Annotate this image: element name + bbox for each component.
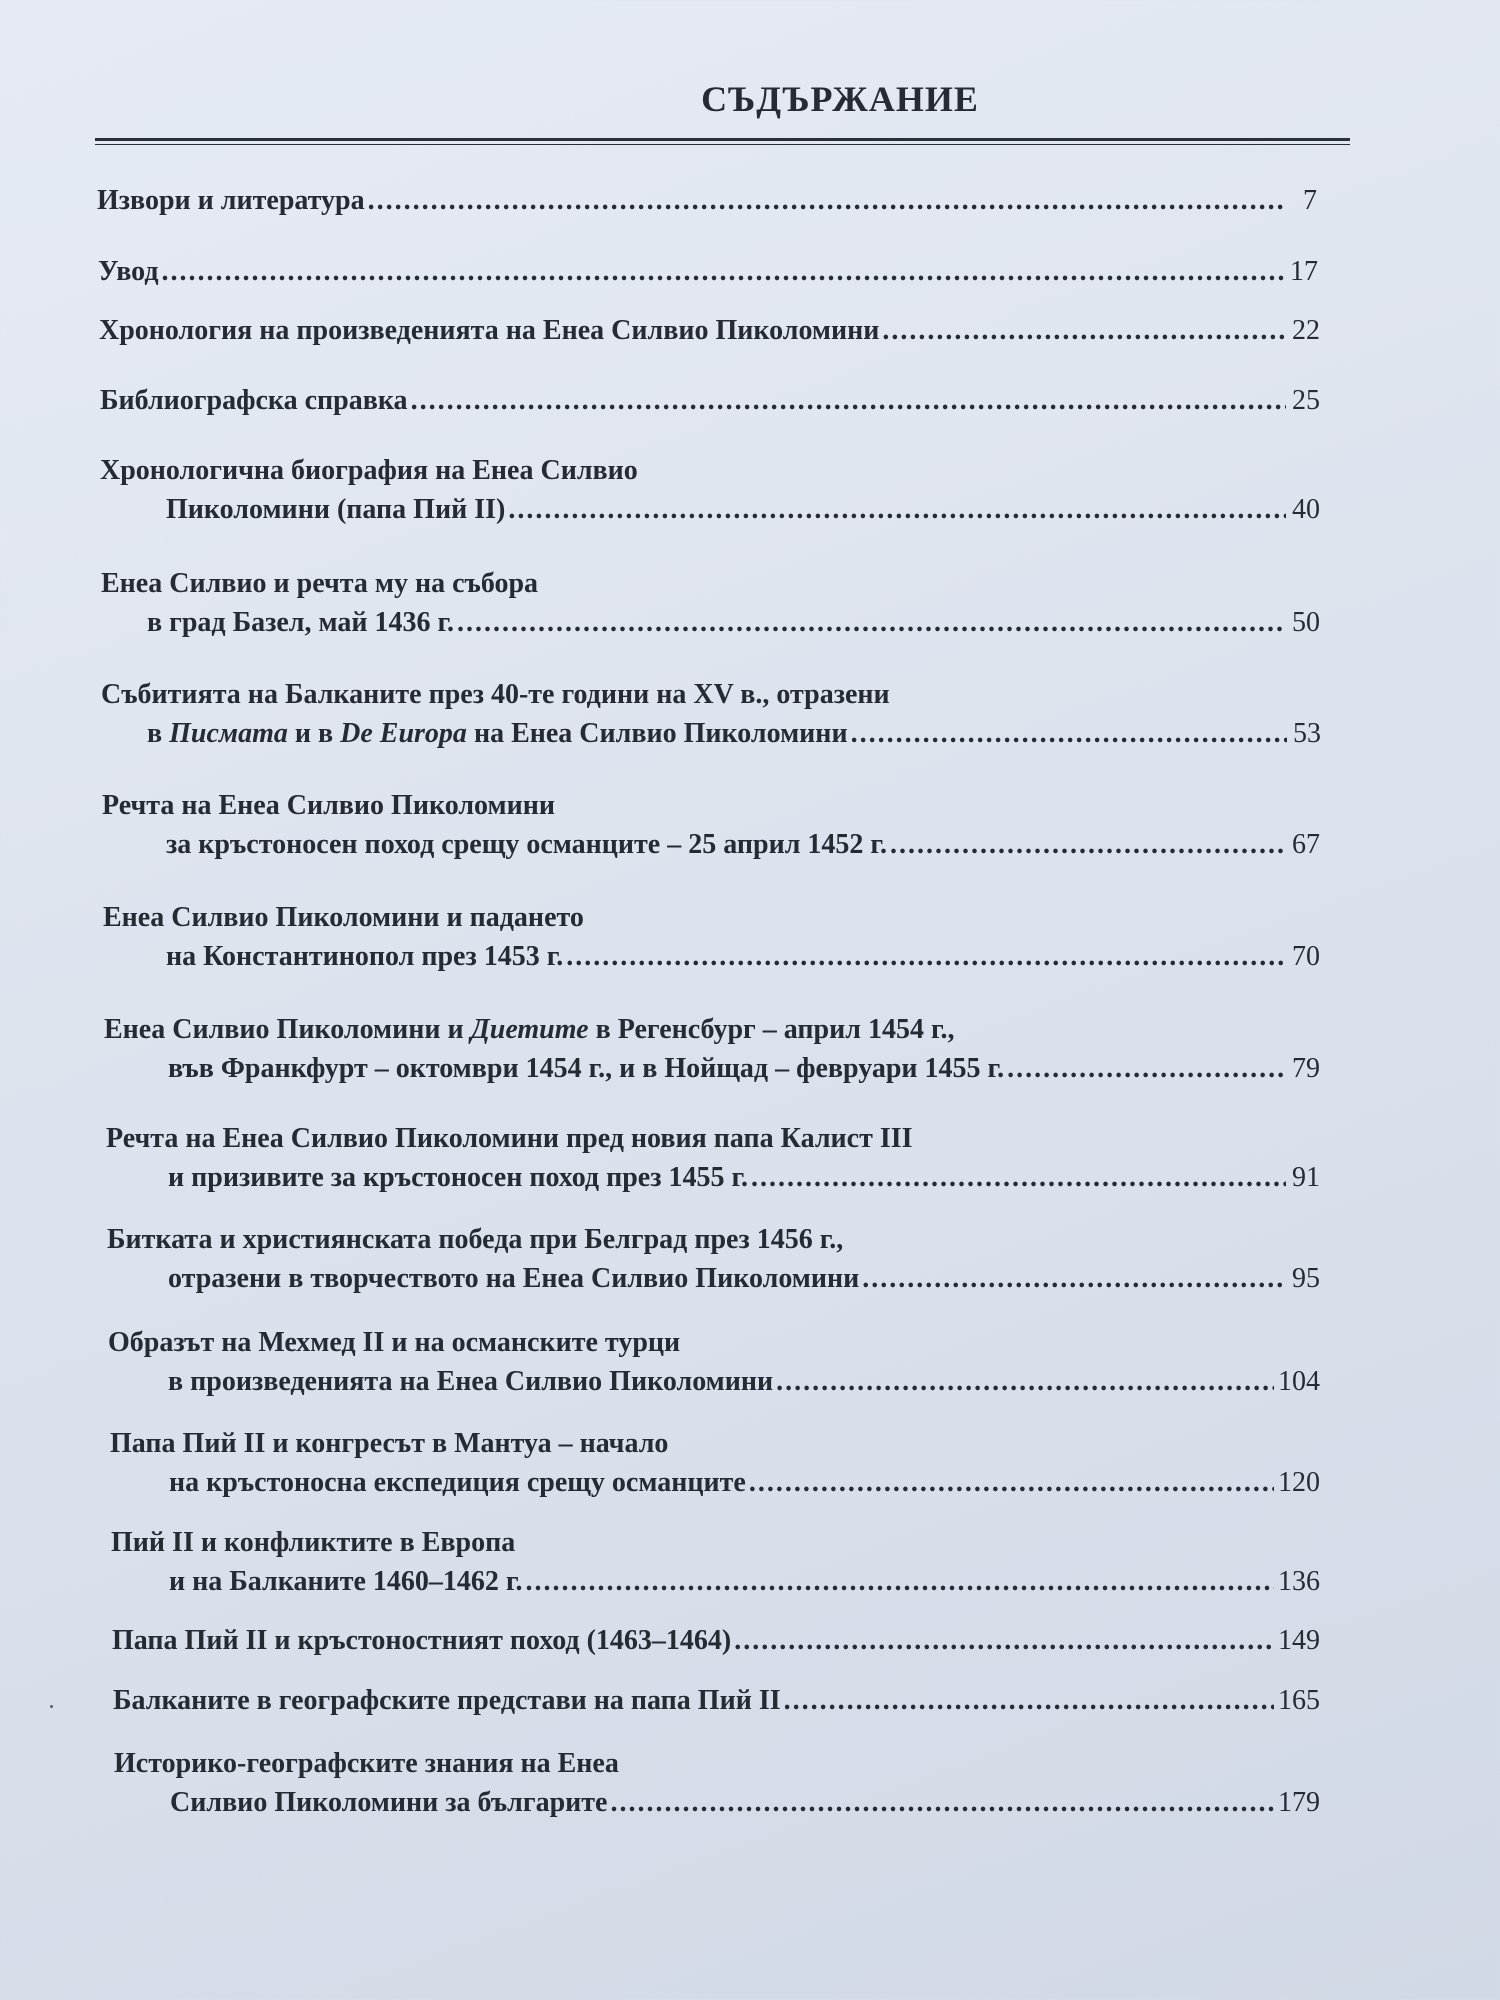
toc-entry-title-line: Хронологична биография на Енеа Силвио — [100, 455, 638, 486]
toc-page-number: 104 — [1278, 1366, 1320, 1397]
toc-entry — [102, 786, 1320, 864]
dot-leader — [784, 1681, 1274, 1720]
toc-entry-title-line: в Писмата и в De Europa на Енеа Силвио Пиколомини — [147, 718, 848, 749]
toc-entry — [113, 1681, 1320, 1720]
toc-page-number: 7 — [1303, 185, 1317, 216]
toc-page-number: 67 — [1292, 829, 1320, 860]
toc-page-number: 179 — [1278, 1787, 1320, 1818]
toc-entry — [99, 311, 1320, 350]
toc-entry-title-line: Пий II и конфликтите в Европа — [111, 1527, 516, 1558]
toc-page-number: 53 — [1293, 718, 1321, 749]
toc-entry-title-line: за кръстоносен поход срещу османците – 25 април 1452 г. — [166, 829, 887, 860]
toc-page-number: 40 — [1292, 494, 1320, 525]
toc-entry — [97, 181, 1317, 220]
toc-entry — [107, 1220, 1320, 1298]
toc-entry-title-line: отразени в творчеството на Енеа Силвио Пиколомини — [168, 1263, 860, 1294]
title-double-rule — [95, 138, 1350, 145]
toc-page-number: 120 — [1278, 1467, 1320, 1498]
toc-entry-title-line: Образът на Мехмед II и на османските турци — [108, 1327, 681, 1358]
dot-leader — [610, 1783, 1274, 1822]
toc-entry-title-line: Папа Пий II и конгресът в Мантуа – начало — [110, 1428, 669, 1459]
toc-entry-title: Балканите в географските представи на папа Пий II — [113, 1685, 781, 1716]
toc-entry — [114, 1744, 1320, 1822]
toc-entry-title-line: в произведенията на Енеа Силвио Пиколомини — [168, 1366, 774, 1397]
dot-leader — [566, 937, 1286, 976]
toc-entry-title: Извори и литература — [97, 185, 365, 216]
toc-entry-title-line: Речта на Енеа Силвио Пиколомини — [102, 790, 555, 821]
toc-entry-title-line: и призивите за кръстоносен поход през 1455 г. — [168, 1162, 749, 1193]
toc-entry-title-line: и на Балканите 1460–1462 г. — [169, 1566, 523, 1597]
toc-page-number: 25 — [1292, 385, 1320, 416]
toc-page-number: 22 — [1292, 315, 1320, 346]
toc-page-number: 91 — [1292, 1162, 1320, 1193]
toc-entry-title-line: Събитията на Балканите през 40-те години на XV в., отразени — [101, 679, 890, 710]
toc-entry-title-line: Енеа Силвио Пиколомини и падането — [103, 902, 584, 933]
toc-entry-title: Папа Пий II и кръстоностният поход (1463–1464) — [112, 1625, 732, 1656]
toc-entry — [101, 564, 1320, 642]
dot-leader — [525, 1562, 1274, 1601]
dot-leader — [1007, 1049, 1286, 1088]
toc-entry-title: Увод — [98, 256, 159, 287]
toc-entry — [112, 1621, 1320, 1660]
dot-leader — [882, 311, 1286, 350]
dot-leader — [734, 1621, 1274, 1660]
paper-speck — [50, 1705, 53, 1708]
toc-entry-title-line: Битката и християнската победа при Белград през 1456 г., — [107, 1224, 844, 1255]
toc-entry-title-line: Енеа Силвио Пиколомини и Диетите в Регенсбург – април 1454 г., — [104, 1014, 955, 1045]
dot-leader — [751, 1158, 1286, 1197]
toc-entry — [103, 898, 1320, 976]
toc-page-number: 70 — [1292, 941, 1320, 972]
toc-page-number: 50 — [1292, 607, 1320, 638]
toc-entry — [100, 451, 1320, 529]
toc-page-number: 165 — [1278, 1685, 1320, 1716]
toc-entry-title-line: Историко-географските знания на Енеа — [114, 1748, 619, 1779]
toc-entry-title-line: в град Базел, май 1436 г. — [147, 607, 455, 638]
dot-leader — [508, 490, 1286, 529]
toc-entry-title: Библиографска справка — [100, 385, 408, 416]
dot-leader — [851, 714, 1287, 753]
dot-leader — [890, 825, 1286, 864]
toc-entry-title: Хронология на произведенията на Енеа Силвио Пиколомини — [99, 315, 880, 346]
toc-entry-title-line: Речта на Енеа Силвио Пиколомини пред новия папа Калист III — [106, 1123, 913, 1154]
dot-leader — [411, 381, 1286, 420]
dot-leader — [749, 1463, 1274, 1502]
toc-page-number: 136 — [1278, 1566, 1320, 1597]
toc-entry — [100, 381, 1320, 420]
toc-entry — [104, 1010, 1320, 1088]
toc-entry — [101, 675, 1321, 753]
dot-leader — [457, 603, 1286, 642]
toc-page-number: 95 — [1292, 1263, 1320, 1294]
toc-page-number: 149 — [1278, 1625, 1320, 1656]
toc-entry — [111, 1523, 1320, 1601]
dot-leader — [162, 252, 1284, 291]
toc-page-number: 17 — [1290, 256, 1318, 287]
dot-leader — [862, 1259, 1286, 1298]
toc-entry-title-line: Пиколомини (папа Пий II) — [166, 494, 506, 525]
page-title: СЪДЪРЖАНИЕ — [701, 79, 979, 119]
toc-page-number: 79 — [1292, 1053, 1320, 1084]
toc-entry — [106, 1119, 1320, 1197]
dot-leader — [776, 1362, 1274, 1401]
toc-entry-title-line: Енеа Силвио и речта му на събора — [101, 568, 539, 599]
toc-entry-title-line: на Константинопол през 1453 г. — [166, 941, 564, 972]
dot-leader — [368, 181, 1283, 220]
toc-entry-title-line: Силвио Пиколомини за българите — [170, 1787, 608, 1818]
toc-entry — [98, 252, 1318, 291]
toc-entry-title-line: на кръстоносна експедиция срещу османците — [169, 1467, 746, 1498]
toc-entry — [108, 1323, 1320, 1401]
toc-entry — [110, 1424, 1320, 1502]
toc-entry-title-line: във Франкфурт – октомври 1454 г., и в Нойщад – февруари 1455 г. — [168, 1053, 1005, 1084]
